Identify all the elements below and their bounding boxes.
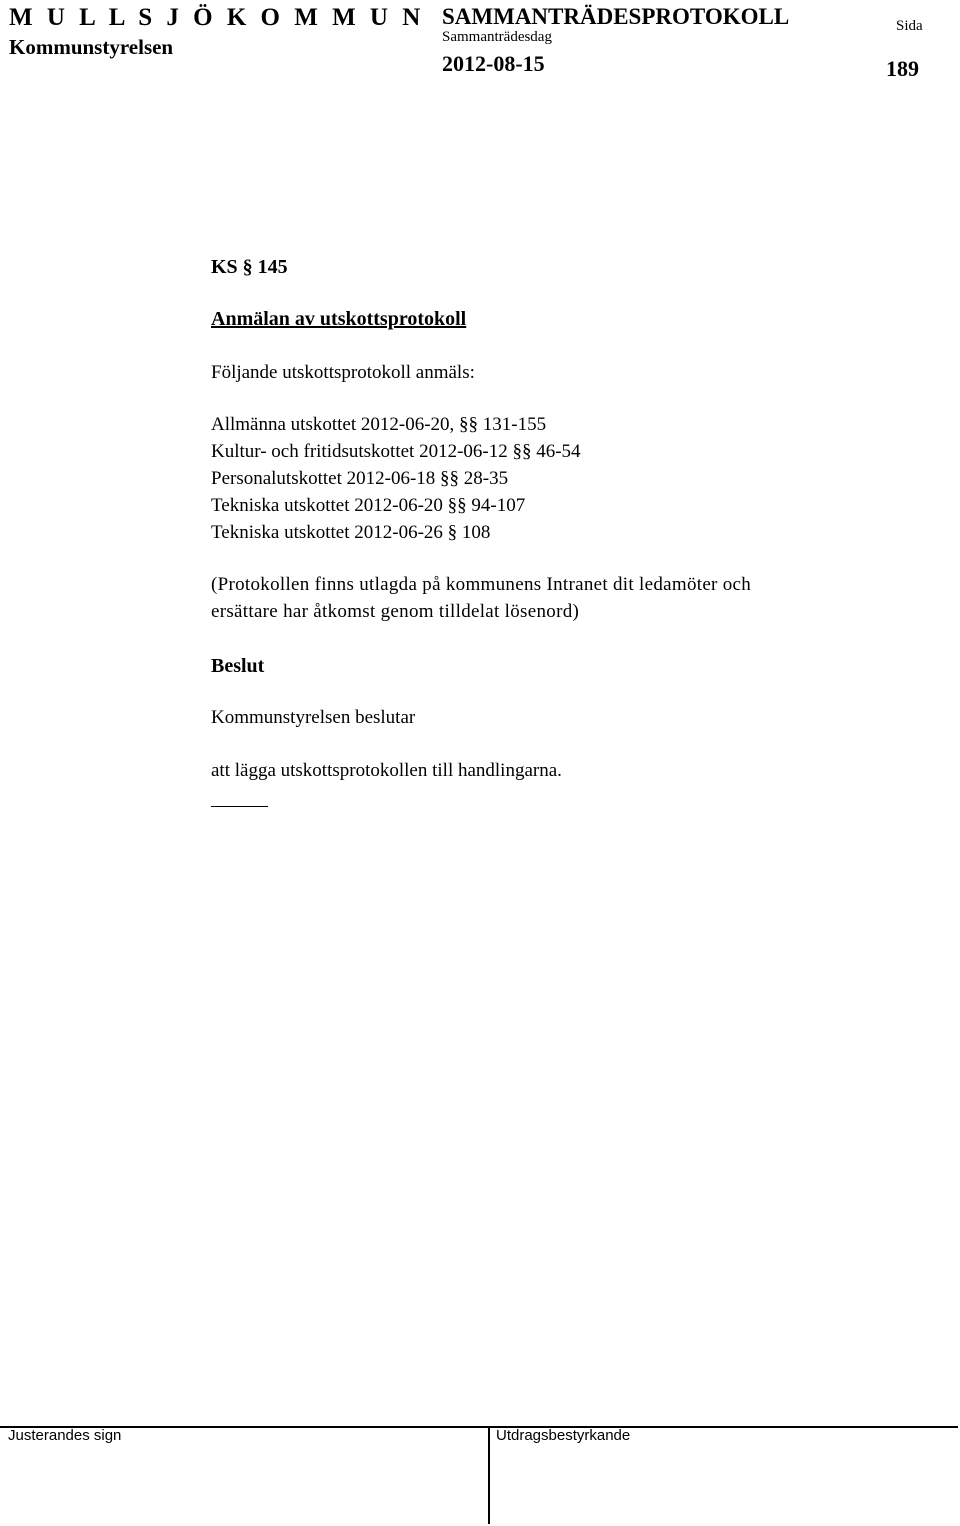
footer-rule	[0, 1426, 958, 1428]
meeting-date-label: Sammanträdesdag	[442, 29, 552, 45]
protocol-list-item: Allmänna utskottet 2012-06-20, §§ 131-155	[211, 414, 547, 435]
footer-divider	[488, 1426, 490, 1524]
note-line: ersättare har åtkomst genom tilldelat lösenord)	[211, 601, 580, 622]
meeting-date: 2012-08-15	[442, 51, 545, 76]
extract-certification-field: Utdragsbestyrkande	[496, 1427, 631, 1444]
intro-text: Följande utskottsprotokoll anmäls:	[211, 362, 475, 383]
protocol-list-item: Kultur- och fritidsutskottet 2012-06-12 §§ 46-54	[211, 441, 581, 462]
note-line: (Protokollen finns utlagda på kommunens Intranet dit ledamöter och	[211, 574, 752, 595]
protocol-list-item: Tekniska utskottet 2012-06-26 § 108	[211, 522, 491, 543]
committee-name: Kommunstyrelsen	[9, 35, 174, 59]
decision-heading: Beslut	[211, 655, 265, 677]
section-subject: Anmälan av utskottsprotokoll	[211, 308, 467, 330]
protocol-list-item: Tekniska utskottet 2012-06-20 §§ 94-107	[211, 495, 526, 516]
paragraph-number: KS § 145	[211, 256, 288, 278]
section-end-rule	[211, 806, 268, 807]
justification-signature-field: Justerandes sign	[8, 1427, 122, 1444]
page-label: Sida	[896, 18, 923, 34]
protocol-list-item: Personalutskottet 2012-06-18 §§ 28-35	[211, 468, 509, 489]
decision-intro: Kommunstyrelsen beslutar	[211, 707, 416, 728]
page-number: 189	[886, 56, 919, 81]
municipality-name: M U L L S J Ö K O M M U N	[9, 4, 425, 31]
document-type: SAMMANTRÄDESPROTOKOLL	[442, 4, 790, 29]
decision-text: att lägga utskottsprotokollen till handlingarna.	[211, 760, 562, 781]
